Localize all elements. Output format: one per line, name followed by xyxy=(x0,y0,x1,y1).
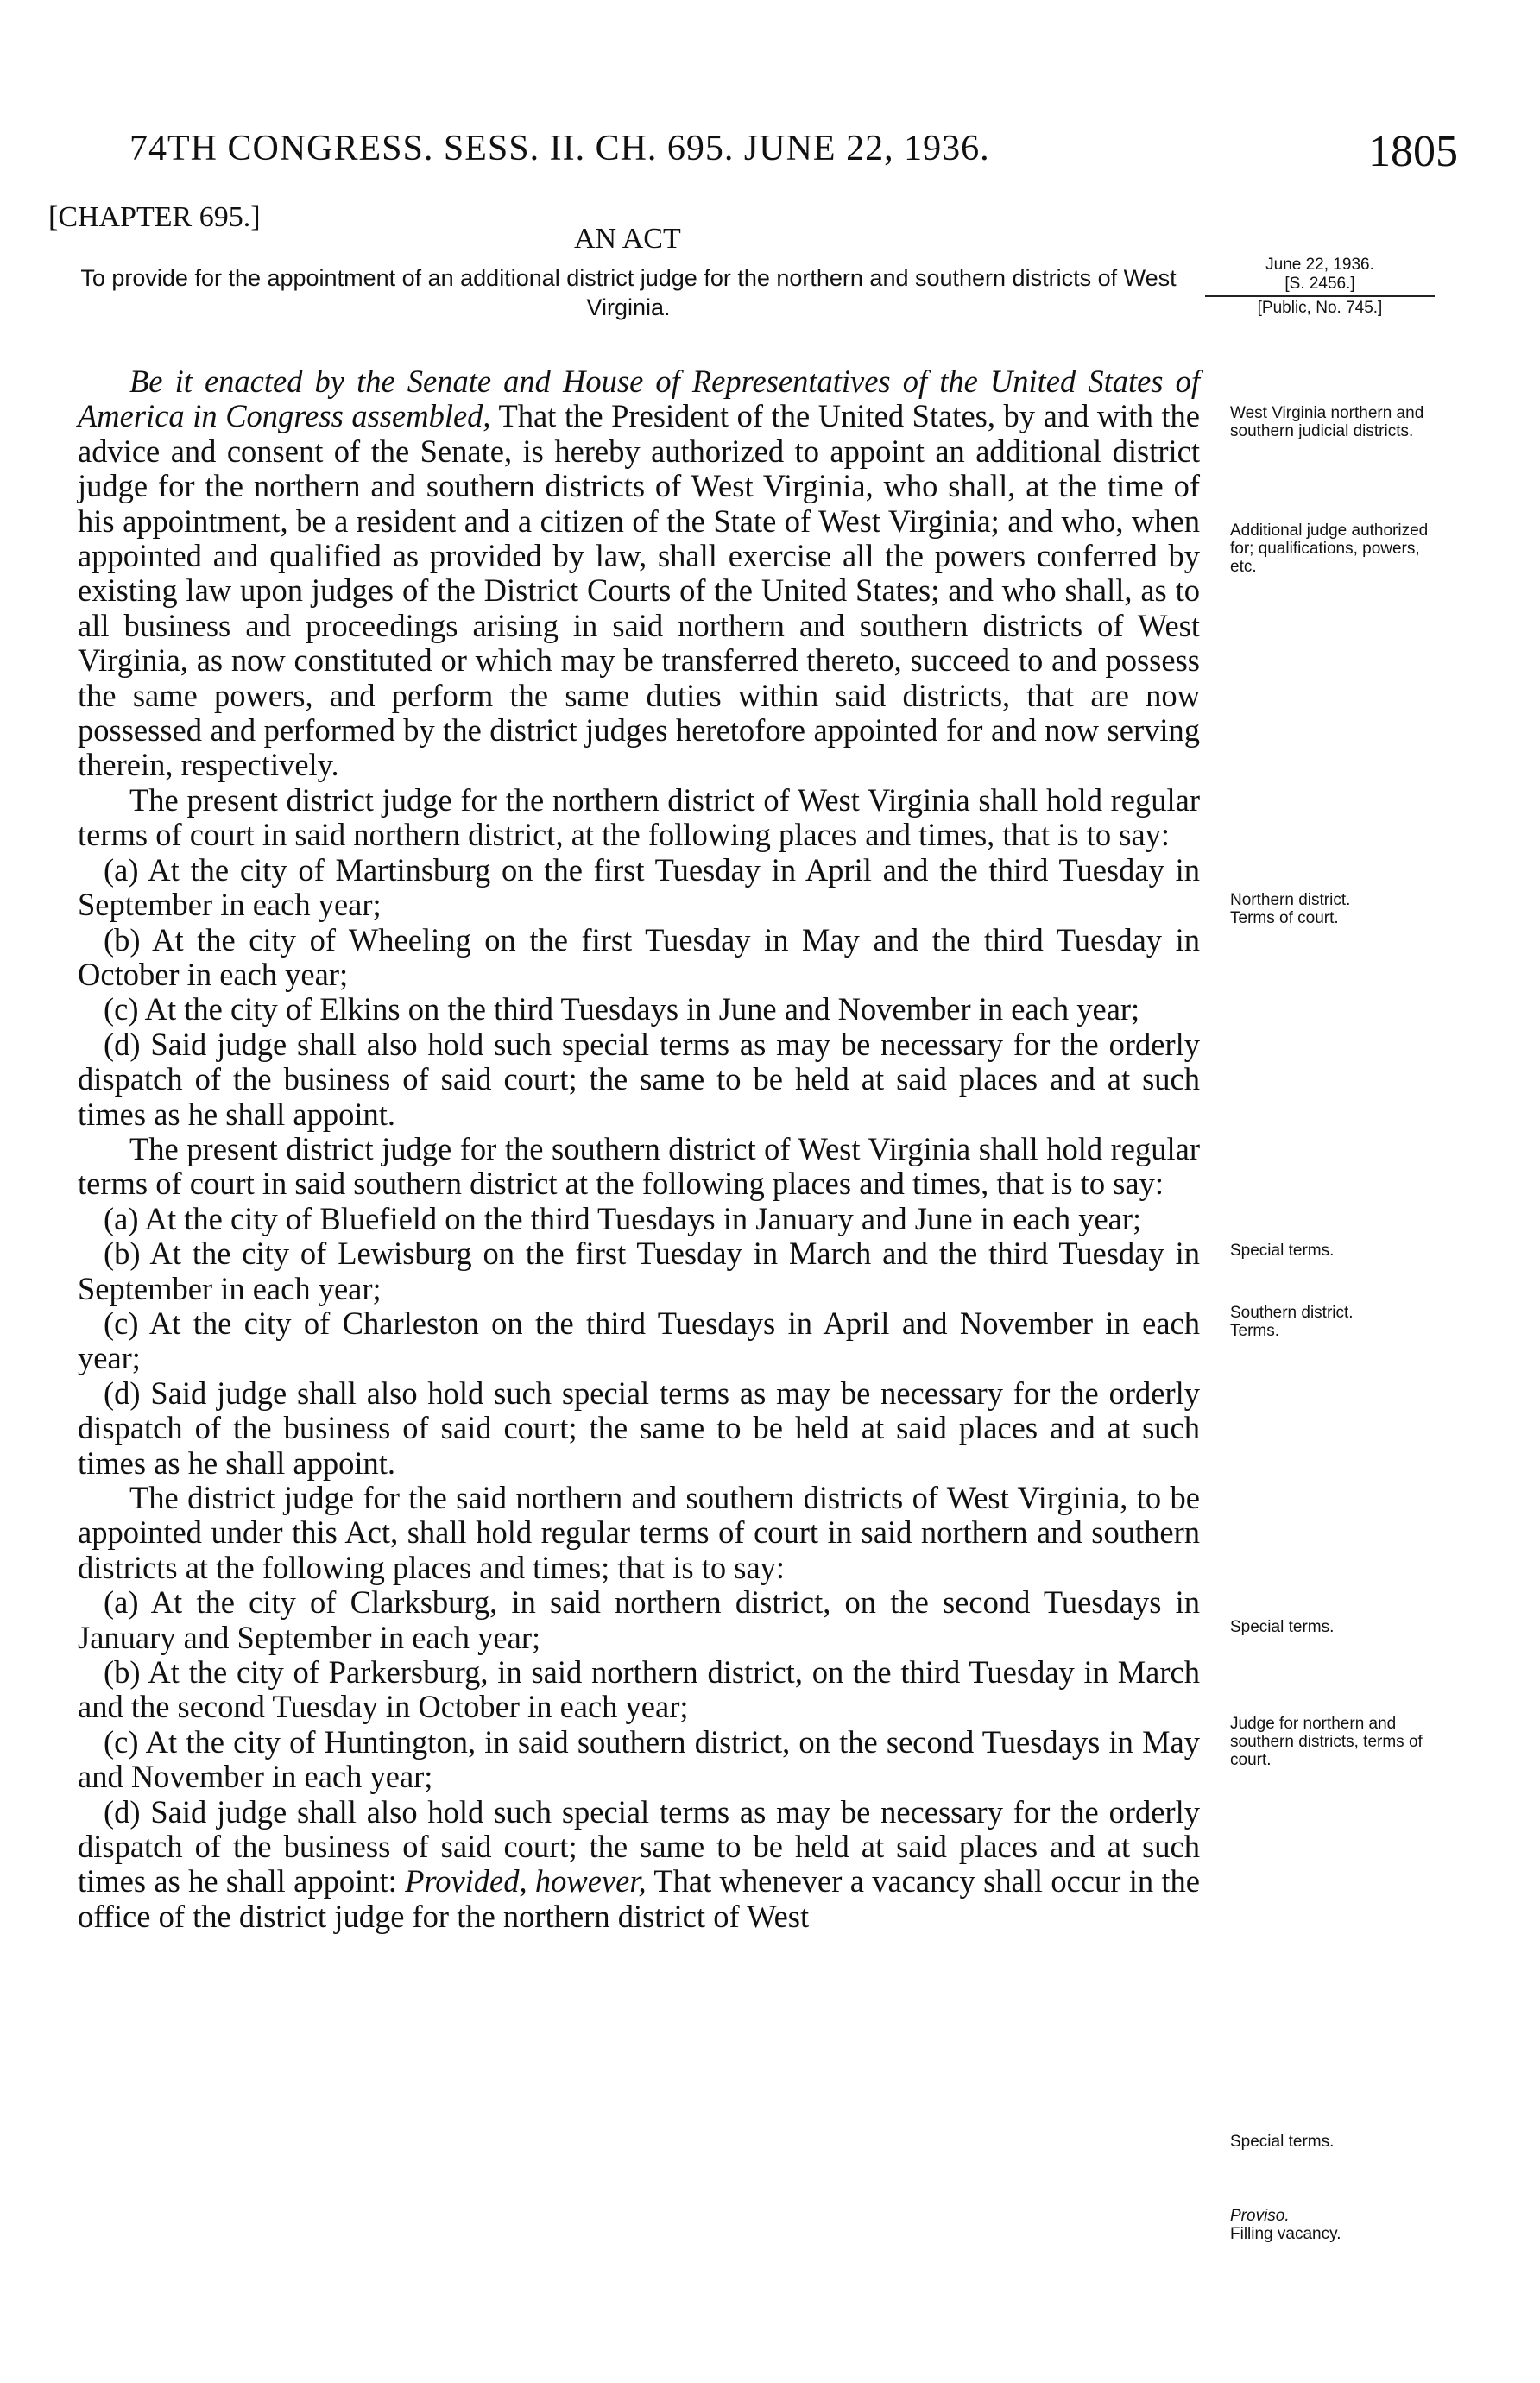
paragraph-enacting xyxy=(78,364,1200,783)
paragraph-item: (c) At the city of Charleston on the third Tuesdays in April and November in each year; xyxy=(78,1305,1200,1376)
margin-note: Special terms. xyxy=(1230,1618,1335,1636)
paragraph-final xyxy=(78,1795,1200,1935)
page-number: 1805 xyxy=(1368,127,1458,176)
margin-note: Terms. xyxy=(1230,1322,1279,1340)
margin-note: Special terms. xyxy=(1230,2133,1335,2151)
paragraph-item: (a) At the city of Clarksburg, in said northern district, on the second Tuesdays in January and September in each year; xyxy=(78,1584,1200,1655)
chapter-label: [CHAPTER 695.] xyxy=(48,201,261,233)
margin-note: Southern district. xyxy=(1230,1304,1354,1322)
paragraph-item: (b) At the city of Wheeling on the first Tuesday in May and the third Tuesday in October in each year; xyxy=(78,921,1200,992)
citation-block xyxy=(1200,256,1440,318)
paragraph-item: (b) At the city of Parkersburg, in said northern district, on the third Tuesday in March and the second Tuesday in October in each year; xyxy=(78,1654,1200,1725)
proviso-text: Provided, however, xyxy=(405,1863,647,1899)
margin-note: Filling vacancy. xyxy=(1230,2225,1341,2243)
margin-note: Special terms. xyxy=(1230,1242,1335,1260)
paragraph-southern-intro: The present district judge for the southern district of West Virginia shall hold regular terms of court in said southern district at the following places and times, that is to say: xyxy=(78,1130,1200,1202)
paragraph-item: (a) At the city of Martinsburg on the first Tuesday in April and the third Tuesday in September in each year; xyxy=(78,851,1200,923)
margin-note: Terms of court. xyxy=(1230,909,1339,927)
citation-rule xyxy=(1205,295,1435,297)
margin-note: Northern district. xyxy=(1230,891,1351,909)
running-head: 74TH CONGRESS. SESS. II. CH. 695. JUNE 22, 1936. xyxy=(129,129,990,168)
paragraph-text: That the President of the United States, by and with the advice and consent of the Senate, is hereby authorized to appoint an additional district judge for the northern and southern districts of West Virginia, who shall, at the time of his appointment, be a resident and a citizen of the State of West Virginia; and who, when appointed and qualified as provided by law, shall exercise all the powers conferred by existing law upon judges of the District Courts of the United States; and who shall, as to all business and proceedings arising in said northern and southern districts of West Virginia, as now constituted or which may be transferred thereto, succeed to and possess the same powers, and perform the same duties within said districts, that are now possessed and performed by the district judges heretofore appointed for and now serving therein, respectively. xyxy=(78,398,1201,783)
final-end: That whenever a vacancy shall occur in the office of the district judge for the northern district of West xyxy=(78,1863,1200,1934)
act-purpose: To provide for the appointment of an additional district judge for the northern and southern districts of West Virginia. xyxy=(80,265,1177,320)
margin-note: West Virginia northern and southern judicial districts. xyxy=(1230,404,1424,440)
enacting-clause: Be it enacted by the Senate and House of Representatives of the United States of America in Congress assembled, xyxy=(78,363,1200,434)
margin-note: Judge for northern and southern districts, terms of court. xyxy=(1230,1715,1423,1769)
paragraph-new-judge-intro: The district judge for the said northern and southern districts of West Virginia, to be appointed under this Act, shall hold regular terms of court in said northern and southern districts at the following places and times; that is to say: xyxy=(78,1480,1200,1585)
citation-bill: [S. 2456.] xyxy=(1284,275,1355,293)
paragraph-item: (d) Said judge shall also hold such special terms as may be necessary for the orderly dispatch of the business of said court; the same to be held at said places and at such times as he shall appoint. xyxy=(78,1375,1200,1481)
paragraph-item: (d) Said judge shall also hold such special terms as may be necessary for the orderly dispatch of the business of said court; the same to be held at said places and at such times as he shall appoint. xyxy=(78,1026,1200,1132)
paragraph-northern-intro: The present district judge for the northern district of West Virginia shall hold regular terms of court in said northern district, at the following places and times, that is to say: xyxy=(78,781,1200,853)
paragraph-item: (c) At the city of Huntington, in said southern district, on the second Tuesdays in May and November in each year; xyxy=(78,1723,1200,1795)
margin-note: Additional judge authorized for; qualifications, powers, etc. xyxy=(1230,521,1429,576)
citation-public-law: [Public, No. 745.] xyxy=(1257,299,1383,317)
paragraph-item: (b) At the city of Lewisburg on the first Tuesday in March and the third Tuesday in September in each year; xyxy=(78,1236,1200,1306)
final-start: (d) Said judge shall also hold such special terms as may be necessary for the orderly dispatch of the business of said court; the same to be held at said places and at such times as he shall appoint: xyxy=(78,1793,1200,1899)
margin-note: Proviso. xyxy=(1230,2207,1290,2225)
act-body xyxy=(78,364,1200,1934)
act-heading: AN ACT xyxy=(574,223,681,255)
citation-date: June 22, 1936. xyxy=(1265,256,1374,274)
paragraph-item: (a) At the city of Bluefield on the third Tuesdays in January and June in each year; xyxy=(104,1200,1142,1236)
paragraph-item: (c) At the city of Elkins on the third Tuesdays in June and November in each year; xyxy=(104,991,1140,1027)
